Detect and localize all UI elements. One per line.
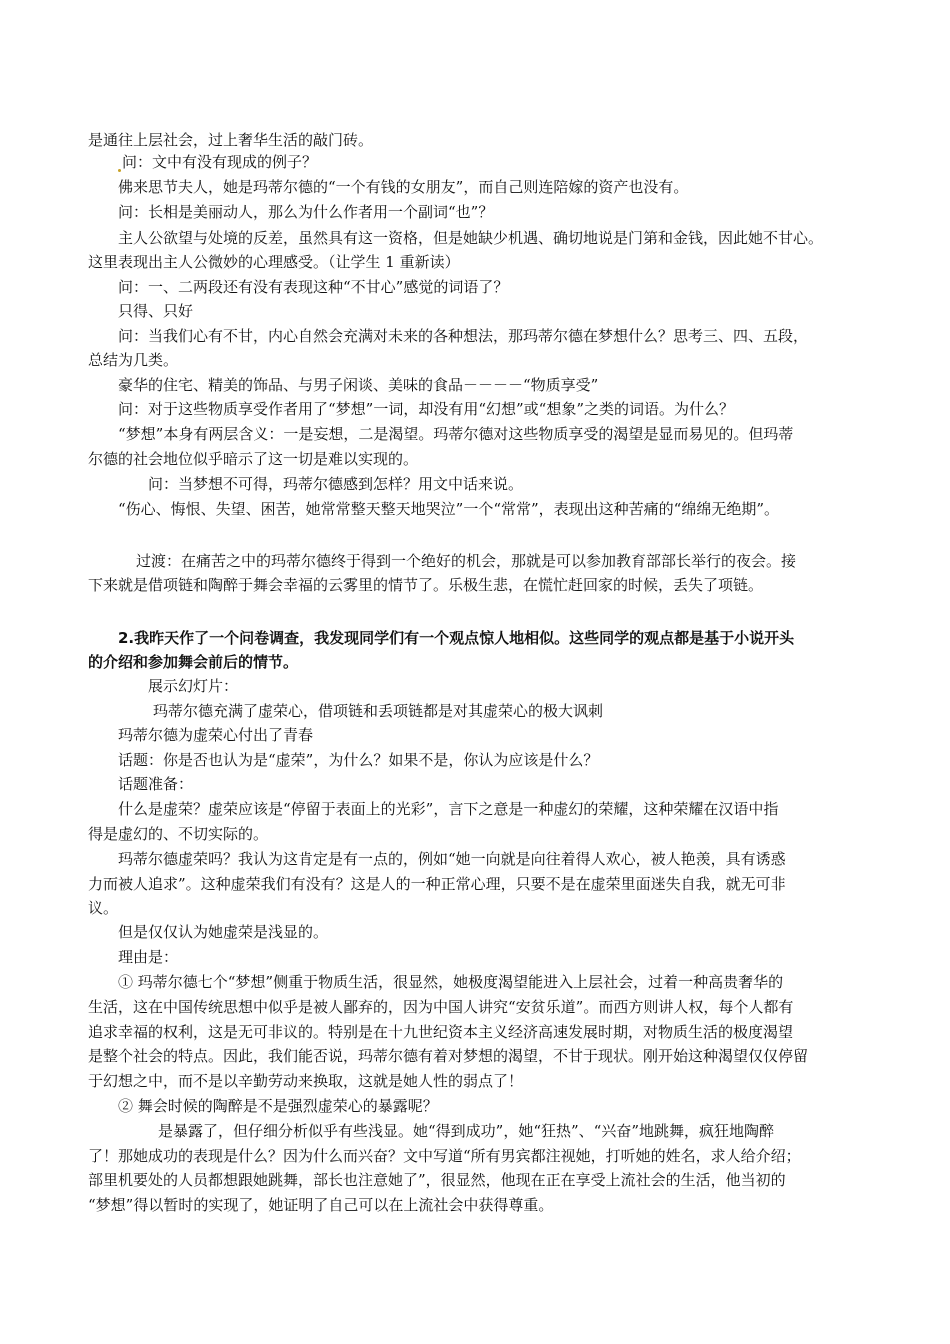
slide-text: 玛蒂尔德为虚荣心付出了青春: [118, 726, 314, 744]
text-line: 佛来思节夫人，她是玛蒂尔德的“一个有钱的女朋友”，而自己则连陪嫁的资产也没有。: [118, 178, 689, 196]
text-line: 展示幻灯片：: [148, 677, 239, 695]
text-line: 玛蒂尔德虚荣吗？我认为这肯定是有一点的，例如“她一向就是向往着得人欢心，被人艳羡，具有诱惑: [118, 850, 786, 868]
text-line: 问：对于这些物质享受作者用了“梦想”一词，却没有用“幻想”或“想象”之类的词语。为什么？: [118, 400, 735, 418]
text-line: 问：一、二两段还有没有表现这种“不甘心”感觉的词语了？: [118, 278, 509, 296]
section-heading: 的介绍和参加舞会前后的情节。: [88, 653, 299, 671]
text-line: “梦想”得以暂时的实现了，她证明了自己可以在上流社会中获得尊重。: [88, 1196, 554, 1214]
text-line: ① 玛蒂尔德七个“梦想”侧重于物质生活，很显然，她极度渴望能进入上层社会，过着一种高贵奢华的: [118, 973, 784, 991]
text-line: 豪华的住宅、精美的饰品、与男子闲谈、美味的食品－－－－“物质享受”: [118, 376, 599, 394]
text-line: 问：当我们心有不甘，内心自然会充满对未来的各种想法，那玛蒂尔德在梦想什么？思考三、四、五段，: [118, 327, 809, 345]
text-line: 什么是虚荣？虚荣应该是“停留于表面上的光彩”，言下之意是一种虚幻的荣耀，这种荣耀在汉语中指: [118, 800, 779, 818]
text-line: 下来就是借项链和陶醉于舞会幸福的云雾里的情节了。乐极生悲，在慌忙赶回家的时候，丢失了项链。: [88, 576, 764, 594]
text-line: 问：长相是美丽动人，那么为什么作者用一个副词“也”？: [118, 203, 494, 221]
text-line: 但是仅仅认为她虚荣是浅显的。: [118, 923, 329, 941]
text-line: 话题：你是否也认为是“虚荣”，为什么？如果不是，你认为应该是什么？: [118, 751, 599, 769]
text-line: ② 舞会时候的陶醉是不是强烈虚荣心的暴露呢？: [118, 1097, 438, 1115]
text-line: 是暴露了，但仔细分析似乎有些浅显。她“得到成功”，她“狂热”、“兴奋”地跳舞，疯狂地陶醉: [158, 1122, 775, 1140]
text-line: 议。: [88, 899, 119, 917]
text-line: 力而被人追求”。这种虚荣我们有没有？这是人的一种正常心理，只要不是在虚荣里面迷失自我，就无可非: [88, 875, 786, 893]
text-line: 得是虚幻的、不切实际的。: [88, 825, 269, 843]
text-line: 是整个社会的特点。因此，我们能否说，玛蒂尔德有着对梦想的渴望，不甘于现状。刚开始这种渴望仅仅停留: [88, 1047, 809, 1065]
text-line: 只得、只好: [118, 302, 194, 320]
slide-text: 玛蒂尔德充满了虚荣心，借项链和丢项链都是对其虚荣心的极大讽刺: [153, 702, 604, 720]
text-line-question: 问：文中有没有现成的例子？: [118, 152, 908, 172]
edit-mark-icon: [118, 169, 121, 172]
text-line: 主人公欲望与处境的反差，虽然具有这一资格，但是她缺少机遇、确切地说是门第和金钱，因此她不甘心。: [118, 229, 824, 247]
text-line: “伤心、悔恨、失望、困苦，她常常整天整天地哭泣”一个“常常”，表现出这种苦痛的“绵绵无绝期”。: [118, 500, 780, 518]
text-line: 这里表现出主人公微妙的心理感受。（让学生 1 重新读）: [88, 253, 460, 271]
text-line: 于幻想之中，而不是以辛勤劳动来换取，这就是她人性的弱点了！: [88, 1072, 524, 1090]
text-line: 部里机要处的人员都想跟她跳舞，部长也注意她了”，很显然，他现在正在享受上流社会的生活，他当初的: [88, 1171, 786, 1189]
text-line: 问：当梦想不可得，玛蒂尔德感到怎样？用文中话来说。: [148, 475, 524, 493]
text-line: 总结为几类。: [88, 351, 179, 369]
text-line: 是通往上层社会，过上奢华生活的敲门砖。: [88, 131, 374, 149]
text-line-transition: 过渡：在痛苦之中的玛蒂尔德终于得到一个绝好的机会，那就是可以参加教育部部长举行的夜会。接: [136, 552, 797, 570]
text-line: 尔德的社会地位似乎暗示了这一切是难以实现的。: [88, 450, 419, 468]
section-heading: 2.我昨天作了一个问卷调查，我发现同学们有一个观点惊人地相似。这些同学的观点都是基于小说开头: [118, 629, 795, 647]
text-line: “梦想”本身有两层含义：一是妄想，二是渴望。玛蒂尔德对这些物质享受的渴望是显而易见的。但玛蒂: [118, 425, 794, 443]
text-line: 生活，这在中国传统思想中似乎是被人鄙弃的，因为中国人讲究“安贫乐道”。而西方则讲人权，每个人都有: [88, 998, 794, 1016]
text-line: 了！那她成功的表现是什么？因为什么而兴奋？文中写道“所有男宾都注视她，打听她的姓名，求人给介绍；: [88, 1147, 801, 1165]
text-line: 话题准备：: [118, 775, 194, 793]
text-line: 理由是：: [118, 948, 179, 966]
text-line: 追求幸福的权利，这是无可非议的。特别是在十九世纪资本主义经济高速发展时期，对物质生活的极度渴望: [88, 1023, 794, 1041]
